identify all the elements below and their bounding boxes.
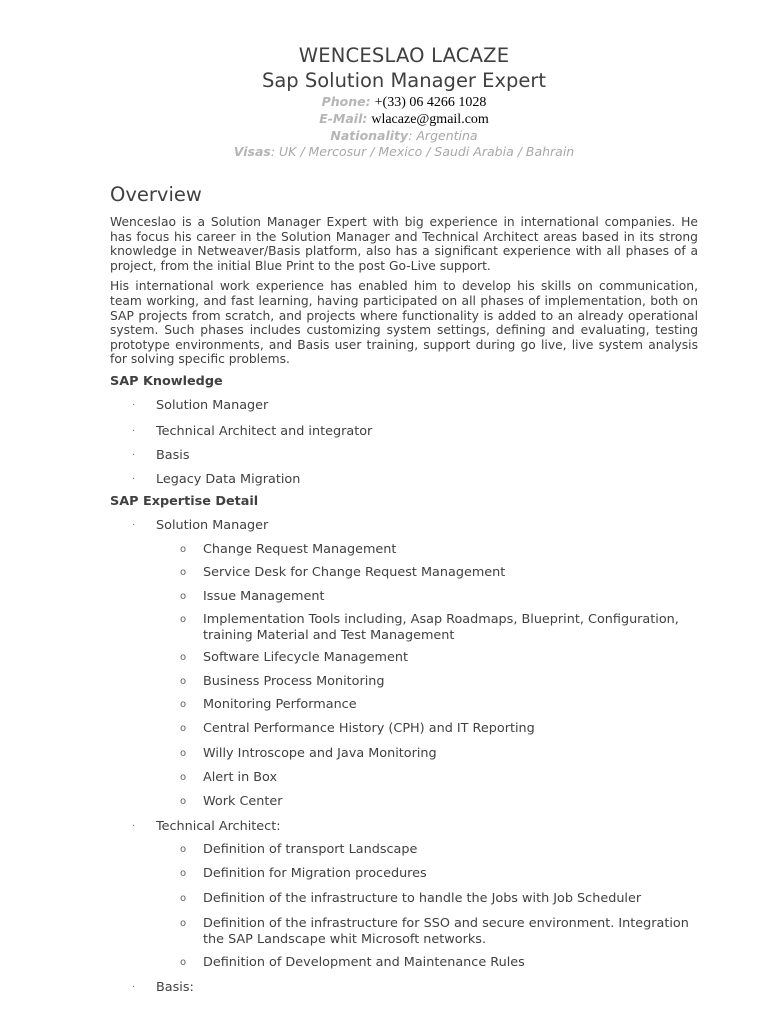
bullet-icon: · [132,519,136,531]
circle-bullet-icon: o [180,917,187,929]
sap-expertise-list [110,518,698,996]
resume-header [110,44,698,160]
list-item [110,819,698,971]
visas-line [110,144,698,160]
technical-architect-sublist [156,842,698,971]
sub-list-item [110,842,698,858]
nationality-value: : Argentina [408,128,478,143]
sub-list-item [110,770,698,786]
visas-label: Visas [233,144,271,159]
visas-value: : UK / Mercosur / Mexico / Saudi Arabia / Bahrain [270,144,575,159]
sap-knowledge-list [110,398,698,488]
sub-list-item [110,697,698,713]
solution-manager-sublist [156,542,698,810]
list-item [110,398,698,414]
sub-list-item [110,794,698,810]
sub-list-item [110,612,698,644]
sub-list-item-text: Software Lifecycle Management [203,649,408,665]
sub-list-item-text: Definition of Development and Maintenance Rules [203,954,525,970]
sub-list-item [110,891,698,907]
overview-heading: Overview [110,183,202,206]
email-value: wlacaze@gmail.com [371,112,489,127]
sub-list-item-text: Service Desk for Change Request Management [203,564,506,580]
bullet-icon: · [132,981,136,993]
list-item [110,424,698,440]
circle-bullet-icon: o [180,698,187,710]
bullet-icon: · [132,449,136,461]
circle-bullet-icon: o [180,651,187,663]
email-label: E-Mail: [319,111,368,126]
list-item-text: Technical Architect and integrator [156,423,373,439]
sub-list-item [110,866,698,882]
sub-list-item-text: Implementation Tools including, Asap Roadmaps, Blueprint, Configuration, training Material and Test Management [203,611,679,643]
list-item-text: Basis [156,447,190,463]
list-item [110,448,698,464]
sap-knowledge-heading: SAP Knowledge [110,373,223,389]
sub-list-item [110,650,698,666]
list-item-text: Solution Manager [156,517,269,533]
circle-bullet-icon: o [180,543,187,555]
email-line [110,111,698,128]
nationality-line [110,128,698,144]
circle-bullet-icon: o [180,566,187,578]
sub-list-item [110,721,698,737]
phone-line [110,94,698,111]
sap-expertise-heading: SAP Expertise Detail [110,493,259,509]
sub-list-item-text: Change Request Management [203,541,397,557]
list-item-text: Legacy Data Migration [156,471,301,487]
list-item [110,518,698,810]
circle-bullet-icon: o [180,613,187,625]
candidate-name: WENCESLAO LACAZE [298,44,510,67]
sub-list-item [110,674,698,690]
overview-paragraph-2: His international work experience has enabled him to develop his skills on communication, team working, and fast learning, having participated on all phases of implementation, both on SAP projects from scratch, and projects where functionality is added to an already operational system. Such phases includes customizing system settings, defining and evaluating, testing prototype environments, and Basis user training, support during go live, live system analysis for solving specific problems. [110,279,698,367]
sub-list-item-text: Definition of transport Landscape [203,841,418,857]
circle-bullet-icon: o [180,590,187,602]
list-item-text: Solution Manager [156,397,269,413]
sub-list-item-text: Definition of the infrastructure to handle the Jobs with Job Scheduler [203,890,642,906]
sub-list-item [110,542,698,558]
phone-value: +(33) 06 4266 1028 [374,95,487,110]
sub-list-item-text: Alert in Box [203,769,278,785]
sub-list-item-text: Central Performance History (CPH) and IT Reporting [203,720,535,736]
phone-label: Phone: [321,94,371,109]
bullet-icon: · [132,399,136,411]
candidate-role: Sap Solution Manager Expert [261,69,547,92]
bullet-icon: · [132,820,136,832]
sub-list-item-text: Work Center [203,793,283,809]
circle-bullet-icon: o [180,843,187,855]
circle-bullet-icon: o [180,956,187,968]
overview-paragraph-1: Wenceslao is a Solution Manager Expert with big experience in international companies. He has focus his career in the Solution Manager and Technical Architect areas based in its strong knowledge in Netweaver/Basis platform, also has a significant experience with all phases of a project, from the initial Blue Print to the post Go-Live support. [110,215,698,273]
bullet-icon: · [132,473,136,485]
sub-list-item [110,746,698,762]
nationality-label: Nationality [330,128,409,143]
sub-list-item-text: Monitoring Performance [203,696,357,712]
sub-list-item-text: Issue Management [203,588,325,604]
sub-list-item [110,565,698,581]
sub-list-item-text: Definition for Migration procedures [203,865,427,881]
circle-bullet-icon: o [180,771,187,783]
sub-list-item-text: Willy Introscope and Java Monitoring [203,745,437,761]
sub-list-item [110,955,698,971]
circle-bullet-icon: o [180,722,187,734]
sub-list-item-text: Business Process Monitoring [203,673,385,689]
list-item-text: Basis: [156,979,194,995]
circle-bullet-icon: o [180,747,187,759]
resume-page [110,0,698,996]
list-item [110,472,698,488]
list-item [110,980,698,996]
circle-bullet-icon: o [180,867,187,879]
list-item-text: Technical Architect: [156,818,281,834]
bullet-icon: · [132,425,136,437]
circle-bullet-icon: o [180,795,187,807]
sub-list-item [110,589,698,605]
sub-list-item-text: Definition of the infrastructure for SSO and secure environment. Integration the SAP Landscape whit Microsoft networks. [203,915,689,947]
circle-bullet-icon: o [180,892,187,904]
circle-bullet-icon: o [180,675,187,687]
sub-list-item [110,916,698,948]
